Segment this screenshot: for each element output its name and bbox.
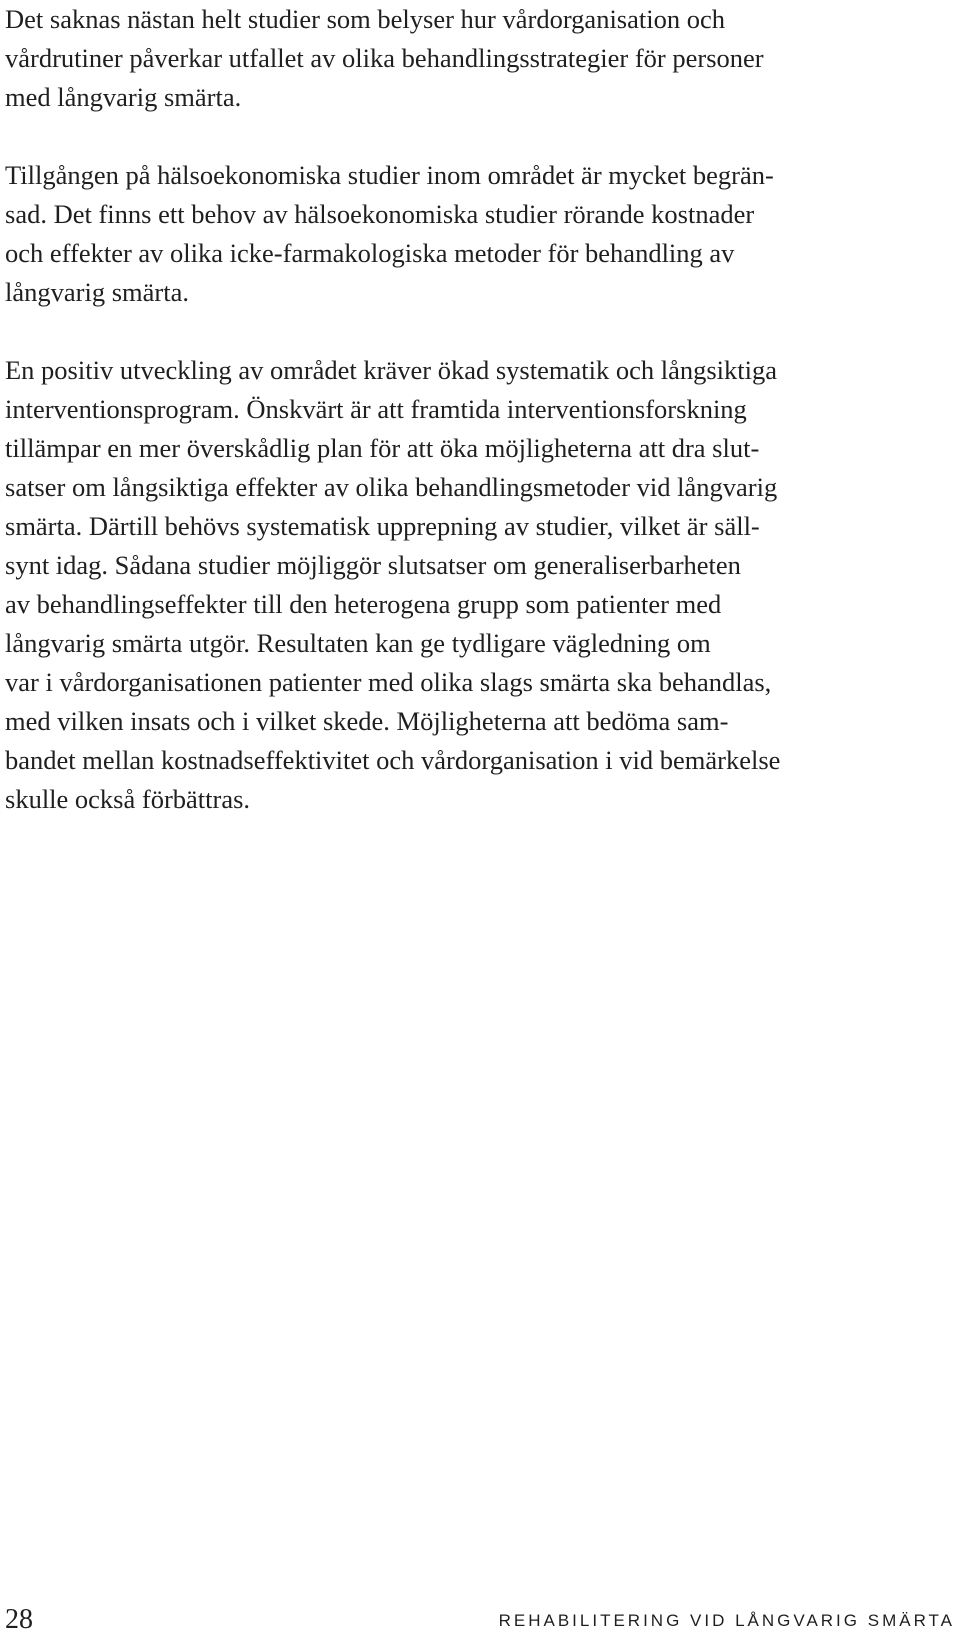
paragraph-3	[5, 351, 955, 819]
paragraph-2	[5, 156, 955, 312]
text-line: Tillgången på hälsoekonomiska studier inom området är mycket begrän-	[5, 160, 774, 190]
text-line: interventionsprogram. Önskvärt är att framtida interventionsforskning	[5, 394, 747, 424]
text-line: långvarig smärta utgör. Resultaten kan ge tydligare vägledning om	[5, 628, 711, 658]
paragraph-gap	[5, 117, 955, 156]
text-line: Det saknas nästan helt studier som belyser hur vårdorganisation och	[5, 4, 725, 34]
text-line: med vilken insats och i vilket skede. Möjligheterna att bedöma sam-	[5, 706, 729, 736]
text-line: synt idag. Sådana studier möjliggör slutsatser om generaliserbarheten	[5, 550, 741, 580]
text-line: skulle också förbättras.	[5, 784, 251, 814]
text-line: och effekter av olika icke-farmakologiska metoder för behandling av	[5, 238, 735, 268]
text-line: En positiv utveckling av området kräver ökad systematik och långsiktiga	[5, 355, 777, 385]
text-line: var i vårdorganisationen patienter med olika slags smärta ska behandlas,	[5, 667, 772, 697]
body-text	[5, 0, 955, 819]
text-line: smärta. Därtill behövs systematisk upprepning av studier, vilket är säll-	[5, 511, 760, 541]
text-line: sad. Det finns ett behov av hälsoekonomiska studier rörande kostnader	[5, 199, 755, 229]
text-line: satser om långsiktiga effekter av olika behandlingsmetoder vid långvarig	[5, 472, 778, 502]
text-line: bandet mellan kostnadseffektivitet och vårdorganisation i vid bemärkelse	[5, 745, 781, 775]
paragraph-1	[5, 0, 955, 117]
running-title: REHABILITERING VID LÅNGVARIG SMÄRTA	[498, 1611, 955, 1630]
text-line: tillämpar en mer överskådlig plan för att öka möjligheterna att dra slut-	[5, 433, 760, 463]
text-line: långvarig smärta.	[5, 277, 189, 307]
text-line: vårdrutiner påverkar utfallet av olika behandlingsstrategier för personer	[5, 43, 764, 73]
text-line: med långvarig smärta.	[5, 82, 242, 112]
page-number: 28	[5, 1604, 33, 1635]
text-line: av behandlingseffekter till den heterogena grupp som patienter med	[5, 589, 722, 619]
paragraph-gap	[5, 312, 955, 351]
